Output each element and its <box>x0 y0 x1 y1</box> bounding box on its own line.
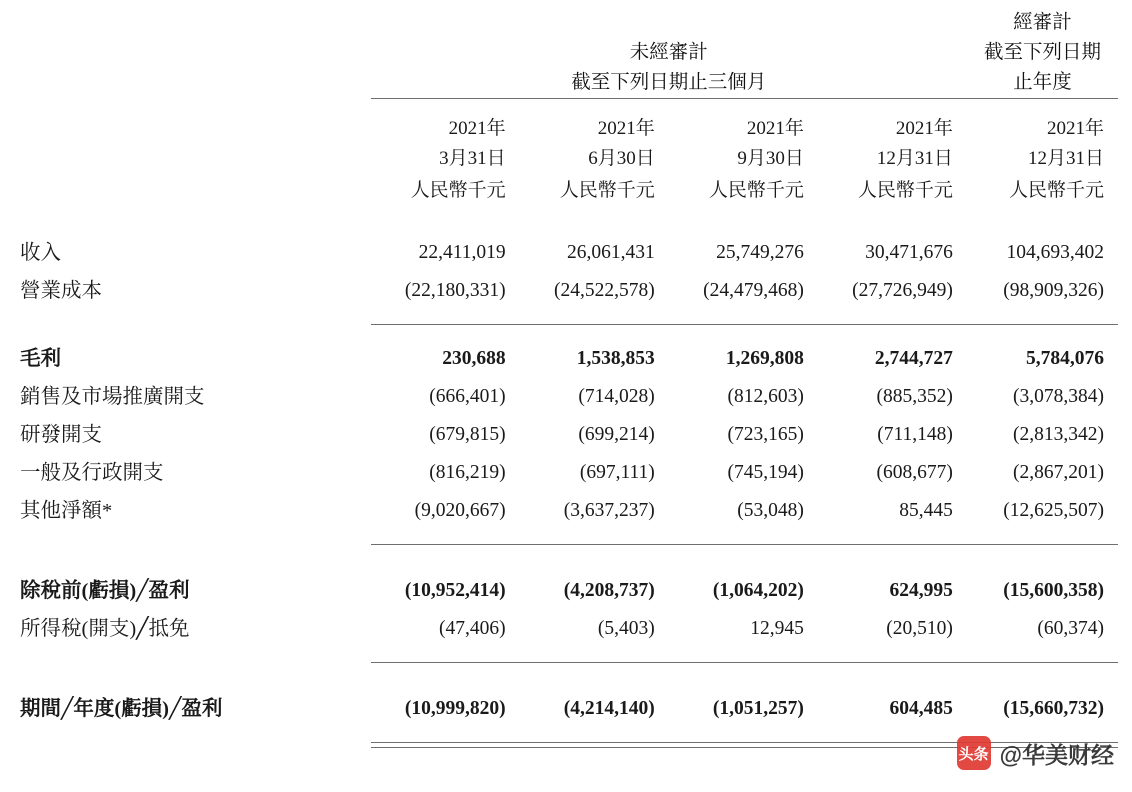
rule-pad-c <box>12 530 1118 545</box>
cell-period-q3: (1,051,257) <box>712 698 804 719</box>
toutiao-logo-icon: 头条 <box>957 736 991 770</box>
cell-rnd-q4: (711,148) <box>877 424 953 445</box>
cell-rnd-year: (2,813,342) <box>1013 424 1104 445</box>
top-spacer <box>0 0 1132 8</box>
col-day-4: 12月31日 <box>876 148 953 169</box>
row-label-gross-profit: 毛利 <box>20 348 61 370</box>
cell-gross-year: 5,784,076 <box>1026 348 1104 369</box>
cell-cost-q1: (22,180,331) <box>404 280 506 301</box>
unaudited-subtitle: 截至下列日期止三個月 <box>571 72 767 93</box>
col-year-4: 2021年 <box>895 118 953 139</box>
cell-revenue-q1: 22,411,019 <box>418 242 506 263</box>
row-label-period-profit: 期間╱年度(虧損)╱盈利 <box>20 698 223 720</box>
header-audited-title-row <box>12 8 1118 38</box>
table-row <box>12 378 1118 416</box>
cell-tax-q1: (47,406) <box>439 618 506 639</box>
table-row <box>12 416 1118 454</box>
col-year-1: 2021年 <box>448 118 506 139</box>
cell-pretax-q2: (4,208,737) <box>563 580 655 601</box>
cell-pretax-q1: (10,952,414) <box>404 580 506 601</box>
row-label-admin-expenses: 一般及行政開支 <box>20 462 164 484</box>
cell-selling-year: (3,078,384) <box>1013 386 1104 407</box>
col-unit-5: 人民幣千元 <box>1008 180 1104 201</box>
watermark-label: @华美财经 <box>999 741 1114 768</box>
cell-admin-q3: (745,194) <box>727 462 804 483</box>
header-title-row <box>12 38 1118 68</box>
section-spacer-3 <box>12 664 1118 690</box>
col-year-2: 2021年 <box>597 118 655 139</box>
cell-period-q2: (4,214,140) <box>563 698 655 719</box>
row-label-pretax-profit: 除稅前(虧損)╱盈利 <box>20 580 190 602</box>
audited-subtitle-2: 止年度 <box>1013 72 1072 93</box>
cell-revenue-year: 104,693,402 <box>1006 242 1104 263</box>
row-label-revenue: 收入 <box>20 242 61 264</box>
cell-other-q4: 85,445 <box>899 500 953 521</box>
watermark <box>957 736 1114 770</box>
cell-pretax-q4: 624,995 <box>889 580 953 601</box>
table-row <box>12 610 1118 648</box>
cell-cost-q2: (24,522,578) <box>554 280 655 301</box>
cell-rnd-q1: (679,815) <box>429 424 506 445</box>
cell-other-q2: (3,637,237) <box>563 500 655 521</box>
cell-gross-q4: 2,744,727 <box>874 348 953 369</box>
row-label-selling-expenses: 銷售及市場推廣開支 <box>20 386 205 408</box>
table-row <box>12 492 1118 530</box>
unaudited-title: 未經審計 <box>629 42 708 63</box>
table-row <box>12 340 1118 378</box>
cell-tax-q3: 12,945 <box>750 618 804 639</box>
cell-gross-q2: 1,538,853 <box>576 348 655 369</box>
section-spacer-1 <box>12 208 1118 234</box>
table-row <box>12 234 1118 272</box>
cell-selling-q2: (714,028) <box>578 386 655 407</box>
col-day-1: 3月31日 <box>439 148 506 169</box>
cell-other-q1: (9,020,667) <box>414 500 506 521</box>
col-year-5: 2021年 <box>1046 118 1104 139</box>
section-spacer-2 <box>12 546 1118 572</box>
col-unit-1: 人民幣千元 <box>410 180 506 201</box>
col-unit-3: 人民幣千元 <box>708 180 804 201</box>
cell-admin-q1: (816,219) <box>429 462 506 483</box>
cell-pretax-q3: (1,064,202) <box>712 580 804 601</box>
cell-selling-q3: (812,603) <box>727 386 804 407</box>
cell-pretax-year: (15,600,358) <box>1003 580 1104 601</box>
audited-title: 經審計 <box>1013 12 1072 33</box>
header-rule-pad <box>12 100 1118 114</box>
cell-admin-q4: (608,677) <box>876 462 953 483</box>
cell-selling-q1: (666,401) <box>429 386 506 407</box>
header-day-row <box>12 144 1118 174</box>
table-row <box>12 272 1118 310</box>
cell-selling-q4: (885,352) <box>876 386 953 407</box>
table-row <box>12 454 1118 492</box>
cell-rnd-q2: (699,214) <box>578 424 655 445</box>
col-day-2: 6月30日 <box>588 148 655 169</box>
rule-pad-e <box>12 728 1118 743</box>
row-label-rnd-expenses: 研發開支 <box>20 424 102 446</box>
cell-period-year: (15,660,732) <box>1003 698 1104 719</box>
cell-cost-year: (98,909,326) <box>1003 280 1104 301</box>
cell-period-q4: 604,485 <box>889 698 953 719</box>
cell-tax-q2: (5,403) <box>597 618 655 639</box>
financial-table <box>12 8 1118 748</box>
cell-gross-q3: 1,269,808 <box>725 348 804 369</box>
audited-subtitle-1: 截至下列日期 <box>983 42 1101 63</box>
cell-tax-q4: (20,510) <box>886 618 953 639</box>
cell-cost-q4: (27,726,949) <box>852 280 953 301</box>
cell-admin-q2: (697,111) <box>579 462 655 483</box>
table-row <box>12 690 1118 728</box>
col-unit-4: 人民幣千元 <box>857 180 953 201</box>
rule-pad-d <box>12 648 1118 663</box>
cell-revenue-q3: 25,749,276 <box>716 242 804 263</box>
col-day-3: 9月30日 <box>737 148 804 169</box>
header-subtitle-row <box>12 68 1118 99</box>
cell-revenue-q4: 30,471,676 <box>865 242 953 263</box>
table-row <box>12 572 1118 610</box>
cell-admin-year: (2,867,201) <box>1013 462 1104 483</box>
rule-pad-a <box>12 310 1118 325</box>
cell-other-year: (12,625,507) <box>1003 500 1104 521</box>
cell-cost-q3: (24,479,468) <box>703 280 804 301</box>
header-year-row <box>12 114 1118 144</box>
cell-period-q1: (10,999,820) <box>404 698 506 719</box>
col-unit-2: 人民幣千元 <box>559 180 655 201</box>
col-day-5: 12月31日 <box>1027 148 1104 169</box>
cell-other-q3: (53,048) <box>737 500 804 521</box>
row-label-income-tax: 所得稅(開支)╱抵免 <box>20 618 190 640</box>
cell-gross-q1: 230,688 <box>442 348 506 369</box>
row-label-other-net: 其他淨額* <box>20 500 113 522</box>
rule-pad-b <box>12 326 1118 340</box>
col-year-3: 2021年 <box>746 118 804 139</box>
row-label-cost-of-sales: 營業成本 <box>20 280 102 302</box>
cell-tax-year: (60,374) <box>1037 618 1104 639</box>
cell-rnd-q3: (723,165) <box>727 424 804 445</box>
total-double-rule <box>12 743 1118 748</box>
header-unit-row <box>12 174 1118 208</box>
cell-revenue-q2: 26,061,431 <box>567 242 655 263</box>
